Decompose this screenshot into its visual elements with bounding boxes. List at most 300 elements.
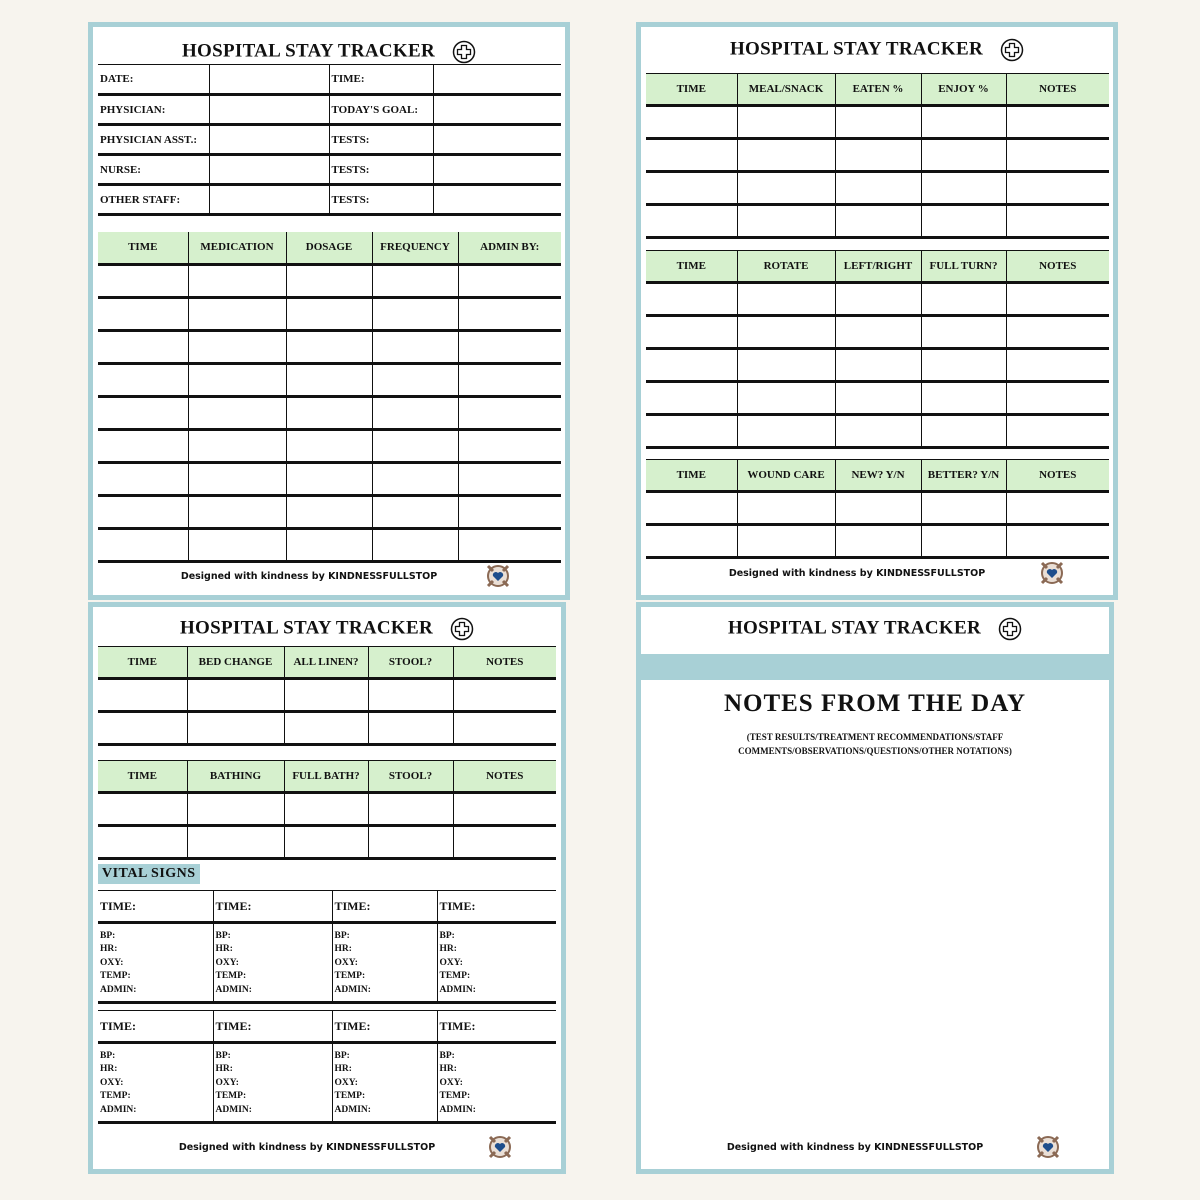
table-row	[646, 172, 1109, 205]
page-title	[88, 617, 566, 641]
info-row	[98, 95, 561, 125]
entry-cell[interactable]	[372, 297, 458, 330]
entry-cell[interactable]	[737, 172, 835, 205]
entry-cell[interactable]	[458, 528, 561, 561]
column-header: WOUND CARE	[737, 460, 835, 492]
vital-values-row	[98, 1043, 556, 1123]
info-label: TESTS:	[329, 125, 433, 155]
plus-circle-icon	[452, 40, 476, 64]
entry-cell[interactable]	[646, 415, 737, 448]
column-header: BETTER? Y/N	[921, 460, 1006, 492]
column-header: FULL BATH?	[284, 761, 368, 793]
page-notes	[636, 602, 1114, 1174]
notes-subtitle-line: (TEST RESULTS/TREATMENT RECOMMENDATIONS/STAFF	[746, 732, 1004, 742]
vital-label: OXY:	[334, 1077, 358, 1088]
column-header: NEW? Y/N	[835, 460, 921, 492]
info-value-cell[interactable]	[433, 65, 561, 95]
table-row	[646, 525, 1109, 558]
entry-cell[interactable]	[372, 363, 458, 396]
entry-cell[interactable]	[372, 396, 458, 429]
vital-label: TEMP:	[334, 1091, 366, 1102]
title-text: HOSPITAL STAY TRACKER	[729, 38, 983, 60]
entry-cell[interactable]	[372, 264, 458, 297]
entry-cell[interactable]	[98, 462, 188, 495]
column-header: NOTES	[1006, 74, 1109, 106]
entry-cell[interactable]	[188, 528, 286, 561]
table-row	[646, 106, 1109, 139]
vital-values-cell[interactable]	[98, 1043, 213, 1123]
entry-cell[interactable]	[737, 205, 835, 238]
entry-cell[interactable]	[1006, 415, 1109, 448]
table-row	[646, 139, 1109, 172]
entry-cell[interactable]	[737, 349, 835, 382]
vital-values-cell[interactable]	[437, 1043, 556, 1123]
vital-signs-heading: VITAL SIGNS	[98, 864, 200, 884]
info-label: TESTS:	[329, 185, 433, 215]
entry-cell[interactable]	[737, 382, 835, 415]
vital-values-row	[98, 923, 556, 1003]
entry-cell[interactable]	[98, 679, 187, 712]
entry-cell[interactable]	[284, 712, 368, 745]
bed-table	[98, 646, 556, 746]
column-header: LEFT/RIGHT	[835, 251, 921, 283]
table-row	[98, 396, 561, 429]
entry-cell[interactable]	[453, 826, 556, 859]
entry-cell[interactable]	[646, 139, 737, 172]
vital-label: ADMIN:	[334, 1104, 371, 1115]
info-row	[98, 185, 561, 215]
footer-text: Designed with kindness by KINDNESSFULLSTOP	[728, 568, 986, 579]
entry-cell[interactable]	[98, 826, 187, 859]
wound-table	[646, 459, 1109, 559]
vital-values-cell[interactable]	[437, 923, 556, 1003]
vital-label: ADMIN:	[100, 1104, 137, 1115]
column-header: NOTES	[1006, 251, 1109, 283]
entry-cell[interactable]	[1006, 316, 1109, 349]
column-header: STOOL?	[368, 761, 453, 793]
entry-cell[interactable]	[835, 382, 921, 415]
vital-label: HR:	[334, 944, 352, 955]
entry-cell[interactable]	[1006, 205, 1109, 238]
info-label: TODAY'S GOAL:	[329, 95, 433, 125]
table-row	[98, 297, 561, 330]
table-row	[646, 316, 1109, 349]
spacer-cell	[98, 1003, 556, 1011]
entry-cell[interactable]	[372, 330, 458, 363]
vital-time-label[interactable]: TIME:	[98, 891, 213, 923]
vital-time-label[interactable]: TIME:	[213, 891, 332, 923]
entry-cell[interactable]	[286, 264, 372, 297]
vital-label: HR:	[439, 944, 457, 955]
entry-cell[interactable]	[458, 297, 561, 330]
table-row	[98, 712, 556, 745]
entry-cell[interactable]	[286, 462, 372, 495]
vital-values-cell[interactable]	[332, 1043, 437, 1123]
info-row	[98, 125, 561, 155]
table-row	[646, 492, 1109, 525]
vital-label: TEMP:	[334, 971, 366, 982]
entry-cell[interactable]	[372, 429, 458, 462]
entry-cell[interactable]	[835, 283, 921, 316]
table-row	[98, 363, 561, 396]
vital-label: BP:	[215, 1051, 231, 1061]
entry-cell[interactable]	[187, 712, 284, 745]
entry-cell[interactable]	[646, 349, 737, 382]
entry-cell[interactable]	[286, 429, 372, 462]
column-header: TIME	[646, 251, 737, 283]
entry-cell[interactable]	[921, 316, 1006, 349]
column-header: TIME	[646, 74, 737, 106]
title-text: HOSPITAL STAY TRACKER	[727, 617, 981, 639]
vital-label: TEMP:	[100, 1091, 131, 1102]
entry-cell[interactable]	[286, 528, 372, 561]
entry-cell[interactable]	[921, 415, 1006, 448]
entry-cell[interactable]	[187, 826, 284, 859]
info-label: PHYSICIAN ASST.:	[98, 125, 209, 155]
column-header: TIME	[646, 460, 737, 492]
entry-cell[interactable]	[458, 462, 561, 495]
info-label: DATE:	[98, 65, 209, 95]
column-header: NOTES	[1006, 460, 1109, 492]
entry-cell[interactable]	[921, 349, 1006, 382]
vital-label: ADMIN:	[439, 984, 476, 995]
entry-cell[interactable]	[188, 495, 286, 528]
entry-cell[interactable]	[284, 826, 368, 859]
vital-label: ADMIN:	[215, 1104, 252, 1115]
info-row	[98, 65, 561, 95]
column-header: TIME	[98, 761, 187, 793]
vital-label: BP:	[100, 1051, 116, 1061]
medication-table	[98, 232, 561, 563]
column-header: TIME	[98, 232, 188, 264]
entry-cell[interactable]	[646, 283, 737, 316]
entry-cell[interactable]	[284, 679, 368, 712]
plus-circle-icon	[998, 617, 1022, 641]
column-header: ENJOY %	[921, 74, 1006, 106]
entry-cell[interactable]	[188, 462, 286, 495]
entry-cell[interactable]	[458, 396, 561, 429]
vital-time-row	[98, 891, 556, 923]
vital-label: HR:	[215, 944, 233, 955]
entry-cell[interactable]	[188, 363, 286, 396]
entry-cell[interactable]	[98, 429, 188, 462]
info-label: TESTS:	[329, 155, 433, 185]
table-row	[98, 679, 556, 712]
vital-label: HR:	[334, 1064, 352, 1075]
vital-label: OXY:	[100, 957, 124, 968]
entry-cell[interactable]	[458, 264, 561, 297]
entry-cell[interactable]	[737, 139, 835, 172]
entry-cell[interactable]	[458, 363, 561, 396]
vital-label: HR:	[100, 944, 118, 955]
title-text: HOSPITAL STAY TRACKER	[181, 40, 435, 62]
entry-cell[interactable]	[188, 264, 286, 297]
vital-label: OXY:	[439, 1077, 463, 1088]
entry-cell[interactable]	[188, 330, 286, 363]
entry-cell[interactable]	[453, 712, 556, 745]
entry-cell[interactable]	[921, 492, 1006, 525]
info-label: NURSE:	[98, 155, 209, 185]
vital-label: TEMP:	[100, 971, 131, 982]
table-row	[646, 415, 1109, 448]
entry-cell[interactable]	[98, 297, 188, 330]
vital-values-cell[interactable]	[332, 923, 437, 1003]
entry-cell[interactable]	[284, 793, 368, 826]
entry-cell[interactable]	[188, 396, 286, 429]
notes-subtitle	[636, 730, 1114, 758]
column-header: NOTES	[453, 761, 556, 793]
entry-cell[interactable]	[453, 679, 556, 712]
info-value-cell[interactable]	[433, 185, 561, 215]
entry-cell[interactable]	[1006, 492, 1109, 525]
entry-cell[interactable]	[835, 415, 921, 448]
entry-cell[interactable]	[1006, 283, 1109, 316]
column-header: ADMIN BY:	[458, 232, 561, 264]
vital-label: OXY:	[100, 1077, 124, 1088]
entry-cell[interactable]	[646, 382, 737, 415]
entry-cell[interactable]	[98, 793, 187, 826]
column-header: NOTES	[453, 647, 556, 679]
bath-table	[98, 760, 556, 860]
page-title	[636, 617, 1114, 641]
info-label: PHYSICIAN:	[98, 95, 209, 125]
table-row	[98, 528, 561, 561]
entry-cell[interactable]	[372, 462, 458, 495]
entry-cell[interactable]	[1006, 525, 1109, 558]
vital-label: BP:	[439, 1051, 455, 1061]
entry-cell[interactable]	[646, 525, 737, 558]
column-header: MEAL/SNACK	[737, 74, 835, 106]
entry-cell[interactable]	[1006, 139, 1109, 172]
entry-cell[interactable]	[372, 495, 458, 528]
info-table	[98, 64, 561, 216]
entry-cell[interactable]	[737, 415, 835, 448]
heart-logo-icon	[1038, 559, 1066, 587]
vital-label: OXY:	[215, 1077, 239, 1088]
notes-header-bar	[636, 654, 1114, 680]
column-header: FULL TURN?	[921, 251, 1006, 283]
vital-label: ADMIN:	[334, 984, 371, 995]
table-row	[646, 205, 1109, 238]
vital-signs-table	[98, 890, 556, 1124]
page-medication	[88, 22, 570, 600]
entry-cell[interactable]	[98, 363, 188, 396]
table-row	[646, 283, 1109, 316]
entry-cell[interactable]	[458, 330, 561, 363]
vital-values-cell[interactable]	[213, 923, 332, 1003]
entry-cell[interactable]	[835, 316, 921, 349]
column-header: ALL LINEN?	[284, 647, 368, 679]
info-value-cell[interactable]	[209, 65, 329, 95]
entry-cell[interactable]	[921, 525, 1006, 558]
info-value-cell[interactable]	[433, 155, 561, 185]
notes-title: NOTES FROM THE DAY	[723, 690, 1027, 717]
entry-cell[interactable]	[921, 106, 1006, 139]
table-row	[98, 826, 556, 859]
vital-label: TEMP:	[215, 971, 247, 982]
entry-cell[interactable]	[835, 349, 921, 382]
entry-cell[interactable]	[187, 679, 284, 712]
heart-logo-icon	[1034, 1133, 1062, 1161]
info-value-cell[interactable]	[209, 125, 329, 155]
entry-cell[interactable]	[835, 106, 921, 139]
page-meals-rotation	[636, 22, 1118, 600]
entry-cell[interactable]	[737, 525, 835, 558]
footer-text: Designed with kindness by KINDNESSFULLSTOP	[178, 1142, 436, 1153]
entry-cell[interactable]	[1006, 172, 1109, 205]
vital-label: HR:	[100, 1064, 118, 1075]
entry-cell[interactable]	[737, 316, 835, 349]
entry-cell[interactable]	[1006, 349, 1109, 382]
title-text: HOSPITAL STAY TRACKER	[179, 617, 433, 639]
entry-cell[interactable]	[835, 492, 921, 525]
entry-cell[interactable]	[188, 429, 286, 462]
footer-text: Designed with kindness by KINDNESSFULLSTOP	[726, 1142, 984, 1153]
entry-cell[interactable]	[921, 283, 1006, 316]
entry-cell[interactable]	[458, 495, 561, 528]
entry-cell[interactable]	[368, 793, 453, 826]
entry-cell[interactable]	[646, 316, 737, 349]
table-row	[98, 495, 561, 528]
plus-circle-icon	[1000, 38, 1024, 62]
vital-label: BP:	[334, 1051, 350, 1061]
vital-time-label[interactable]: TIME:	[332, 1011, 437, 1043]
entry-cell[interactable]	[372, 528, 458, 561]
vital-label: ADMIN:	[100, 984, 137, 995]
column-header: FREQUENCY	[372, 232, 458, 264]
vital-label: OXY:	[439, 957, 463, 968]
entry-cell[interactable]	[286, 363, 372, 396]
info-value-cell[interactable]	[433, 125, 561, 155]
vital-values-cell[interactable]	[213, 1043, 332, 1123]
vital-label: BP:	[215, 931, 231, 941]
vital-time-row	[98, 1011, 556, 1043]
info-value-cell[interactable]	[209, 155, 329, 185]
vital-label: BP:	[334, 931, 350, 941]
rotate-table	[646, 250, 1109, 449]
entry-cell[interactable]	[98, 528, 188, 561]
entry-cell[interactable]	[98, 264, 188, 297]
entry-cell[interactable]	[921, 205, 1006, 238]
entry-cell[interactable]	[646, 492, 737, 525]
page-care-vitals	[88, 602, 566, 1174]
entry-cell[interactable]	[98, 330, 188, 363]
vital-label: BP:	[439, 931, 455, 941]
entry-cell[interactable]	[921, 172, 1006, 205]
entry-cell[interactable]	[368, 712, 453, 745]
entry-cell[interactable]	[98, 712, 187, 745]
table-row	[646, 382, 1109, 415]
vital-label: TEMP:	[439, 1091, 471, 1102]
entry-cell[interactable]	[188, 297, 286, 330]
table-row	[98, 330, 561, 363]
vital-spacer	[98, 1003, 556, 1011]
entry-cell[interactable]	[921, 139, 1006, 172]
entry-cell[interactable]	[98, 396, 188, 429]
entry-cell[interactable]	[737, 492, 835, 525]
notes-subtitle-line: COMMENTS/OBSERVATIONS/QUESTIONS/OTHER NOTATIONS)	[738, 746, 1012, 756]
table-row	[646, 349, 1109, 382]
footer-text: Designed with kindness by KINDNESSFULLSTOP	[180, 571, 438, 582]
vital-time-label[interactable]: TIME:	[98, 1011, 213, 1043]
entry-cell[interactable]	[453, 793, 556, 826]
vital-time-label[interactable]: TIME:	[437, 891, 556, 923]
table-row	[98, 264, 561, 297]
entry-cell[interactable]	[737, 106, 835, 139]
vital-time-label[interactable]: TIME:	[213, 1011, 332, 1043]
entry-cell[interactable]	[835, 525, 921, 558]
entry-cell[interactable]	[1006, 382, 1109, 415]
table-row	[98, 429, 561, 462]
entry-cell[interactable]	[737, 283, 835, 316]
column-header: TIME	[98, 647, 187, 679]
entry-cell[interactable]	[646, 172, 737, 205]
heart-logo-icon	[484, 562, 512, 590]
vital-values-cell[interactable]	[98, 923, 213, 1003]
page-title	[88, 40, 570, 64]
column-header: ROTATE	[737, 251, 835, 283]
info-label: TIME:	[329, 65, 433, 95]
vital-time-label[interactable]: TIME:	[332, 891, 437, 923]
table-row	[98, 793, 556, 826]
entry-cell[interactable]	[286, 330, 372, 363]
entry-cell[interactable]	[286, 495, 372, 528]
vital-label: HR:	[439, 1064, 457, 1075]
entry-cell[interactable]	[286, 297, 372, 330]
entry-cell[interactable]	[646, 205, 737, 238]
column-header: MEDICATION	[188, 232, 286, 264]
entry-cell[interactable]	[187, 793, 284, 826]
info-row	[98, 155, 561, 185]
meal-table	[646, 73, 1109, 239]
entry-cell[interactable]	[1006, 106, 1109, 139]
vital-label: OXY:	[215, 957, 239, 968]
entry-cell[interactable]	[646, 106, 737, 139]
entry-cell[interactable]	[835, 172, 921, 205]
vital-label: TEMP:	[439, 971, 471, 982]
heart-logo-icon	[486, 1133, 514, 1161]
info-value-cell[interactable]	[433, 95, 561, 125]
entry-cell[interactable]	[458, 429, 561, 462]
vital-label: HR:	[215, 1064, 233, 1075]
table-row	[98, 462, 561, 495]
page-title	[636, 38, 1118, 62]
entry-cell[interactable]	[286, 396, 372, 429]
entry-cell[interactable]	[98, 495, 188, 528]
info-label: OTHER STAFF:	[98, 185, 209, 215]
vital-label: TEMP:	[215, 1091, 247, 1102]
entry-cell[interactable]	[835, 205, 921, 238]
vital-label: OXY:	[334, 957, 358, 968]
entry-cell[interactable]	[368, 826, 453, 859]
vital-label: BP:	[100, 931, 116, 941]
entry-cell[interactable]	[368, 679, 453, 712]
entry-cell[interactable]	[921, 382, 1006, 415]
plus-circle-icon	[450, 617, 474, 641]
vital-label: ADMIN:	[215, 984, 252, 995]
vital-time-label[interactable]: TIME:	[437, 1011, 556, 1043]
column-header: STOOL?	[368, 647, 453, 679]
vital-label: ADMIN:	[439, 1104, 476, 1115]
info-value-cell[interactable]	[209, 185, 329, 215]
info-value-cell[interactable]	[209, 95, 329, 125]
page-frame	[636, 602, 1114, 1174]
entry-cell[interactable]	[835, 139, 921, 172]
column-header: BED CHANGE	[187, 647, 284, 679]
column-header: DOSAGE	[286, 232, 372, 264]
column-header: EATEN %	[835, 74, 921, 106]
column-header: BATHING	[187, 761, 284, 793]
